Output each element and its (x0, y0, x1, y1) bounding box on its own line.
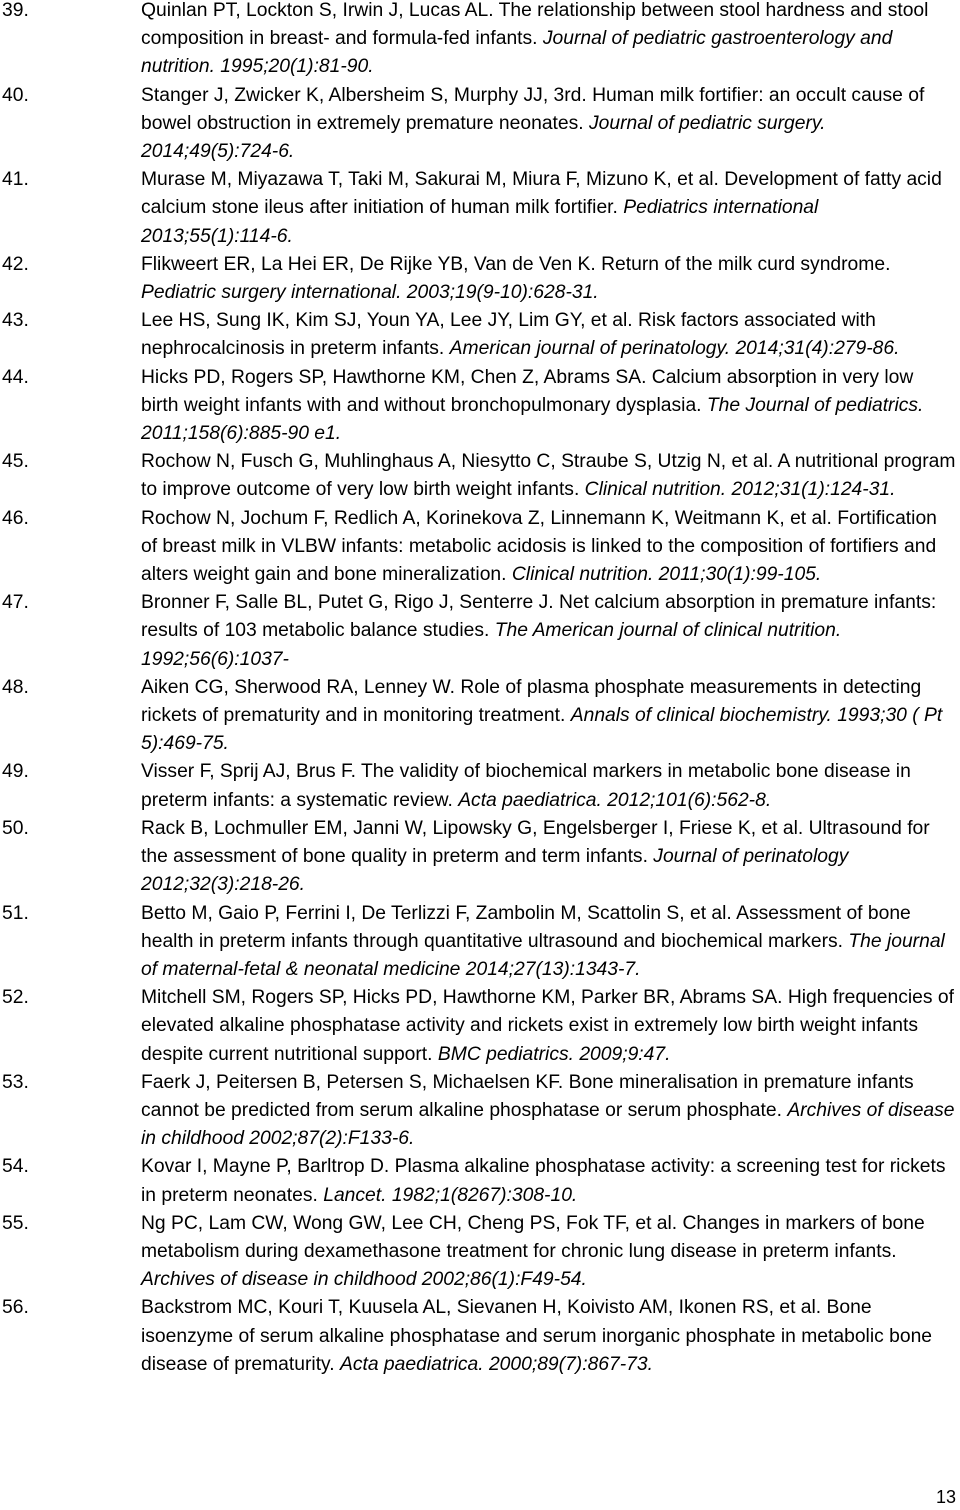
reference-item (0, 448, 960, 504)
reference-number: 45. (2, 451, 29, 473)
reference-item (0, 1153, 960, 1209)
reference-citation: Rochow N, Jochum F, Redlich A, Korinekova Z, Linnemann K, Weitmann K, et al. Fortification of breast milk in VLBW infants: metabolic acidosis is linked to the composition of fortifiers and alters weight gain and bone mineralization. (141, 507, 937, 586)
reference-item (0, 1210, 960, 1295)
reference-text (141, 1294, 960, 1379)
reference-number: 40. (2, 84, 29, 106)
reference-source: The Journal of pediatrics. 2011;158(6):885-90 e1. (141, 394, 924, 445)
reference-citation: Faerk J, Peitersen B, Petersen S, Michaelsen KF. Bone mineralisation in premature infants cannot be predicted from serum alkaline phosphatase or serum phosphate. (141, 1071, 914, 1121)
reference-number: 54. (2, 1156, 29, 1178)
reference-citation: Aiken CG, Sherwood RA, Lenney W. Role of plasma phosphate measurements in detecting rickets of prematurity and in monitoring treatment. (141, 676, 922, 727)
reference-item (0, 505, 960, 590)
reference-citation: Rack B, Lochmuller EM, Janni W, Lipowsky G, Engelsberger I, Friese K, et al. Ultrasound for the assessment of bone quality in preterm and term infants. (141, 817, 930, 868)
reference-text (141, 251, 960, 307)
reference-number: 43. (2, 310, 29, 332)
reference-item (0, 758, 960, 814)
reference-source: Journal of perinatology 2012;32(3):218-26. (141, 846, 849, 896)
reference-number: 51. (2, 902, 29, 924)
reference-citation: Betto M, Gaio P, Ferrini I, De Terlizzi F, Zambolin M, Scattolin S, et al. Assessment of bone health in preterm infants through quantitative ultrasound and biochemical markers. (141, 902, 911, 952)
reference-number: 53. (2, 1071, 29, 1093)
reference-citation: Backstrom MC, Kouri T, Kuusela AL, Sievanen H, Koivisto AM, Ikonen RS, et al. Bone isoenzyme of serum alkaline phosphatase and serum inorganic phosphate in metabolic bone disease of prematurity. (141, 1297, 933, 1375)
reference-number: 41. (2, 169, 29, 191)
reference-text (141, 1210, 960, 1295)
reference-text (141, 505, 960, 590)
reference-citation: Rochow N, Fusch G, Muhlinghaus A, Niesytto C, Straube S, Utzig N, et al. A nutritional program to improve outcome of very low birth weight infants. (141, 451, 956, 501)
reference-citation: Bronner F, Salle BL, Putet G, Rigo J, Senterre J. Net calcium absorption in premature infants: results of 103 metabolic balance studies. (141, 592, 937, 642)
reference-source: Journal of pediatric surgery. 2014;49(5):724-6. (141, 112, 826, 163)
reference-citation: Murase M, Miyazawa T, Taki M, Sakurai M, Miura F, Mizuno K, et al. Development of fatty acid calcium stone ileus after initiation of human milk fortifier. (141, 169, 942, 219)
reference-source: BMC pediatrics. 2009;9:47. (437, 1043, 671, 1065)
reference-source: The American journal of clinical nutrition. 1992;56(6):1037- (141, 620, 842, 670)
reference-citation: Ng PC, Lam CW, Wong GW, Lee CH, Cheng PS, Fok TF, et al. Changes in markers of bone metabolism during dexamethasone treatment for chronic lung disease in preterm infants. (141, 1212, 925, 1262)
reference-item (0, 82, 960, 167)
reference-text (141, 0, 960, 82)
reference-source: Journal of pediatric gastroenterology and nutrition. 1995;20(1):81-90. (141, 28, 893, 78)
reference-source: Archives of disease in childhood 2002;87(2):F133-6. (141, 1099, 955, 1150)
reference-item (0, 674, 960, 759)
reference-text (141, 1069, 960, 1154)
reference-citation: Kovar I, Mayne P, Barltrop D. Plasma alkaline phosphatase activity: a screening test for rickets in preterm neonates. (141, 1156, 946, 1206)
reference-text (141, 900, 960, 985)
reference-item (0, 251, 960, 307)
reference-source: Annals of clinical biochemistry. 1993;30 ( Pt 5):469-75. (141, 705, 943, 755)
reference-text (141, 758, 960, 814)
reference-source: Pediatrics international 2013;55(1):114-6. (141, 197, 819, 247)
reference-citation: Visser F, Sprij AJ, Brus F. The validity of biochemical markers in metabolic bone disease in preterm infants: a systematic review. (141, 761, 911, 811)
reference-text (141, 448, 960, 504)
reference-text (141, 1153, 960, 1209)
page-number: 13 (935, 1487, 956, 1507)
reference-number: 52. (2, 987, 29, 1009)
reference-number: 48. (2, 676, 29, 698)
reference-item (0, 364, 960, 449)
reference-item (0, 1294, 960, 1379)
reference-number: 49. (2, 761, 29, 783)
reference-item (0, 1069, 960, 1154)
reference-source: Lancet. 1982;1(8267):308-10. (323, 1184, 578, 1206)
reference-number: 44. (2, 366, 29, 388)
reference-citation: Hicks PD, Rogers SP, Hawthorne KM, Chen Z, Abrams SA. Calcium absorption in very low birth weight infants with and without bronchopulmonary dysplasia. (141, 366, 914, 416)
reference-item (0, 900, 960, 985)
reference-source: Archives of disease in childhood 2002;86(1):F49-54. (141, 1269, 587, 1291)
reference-source: Pediatric surgery international. 2003;19(9-10):628-31. (141, 282, 599, 304)
reference-text (141, 815, 960, 900)
reference-text (141, 82, 960, 167)
reference-text (141, 307, 960, 363)
reference-source: Clinical nutrition. 2012;31(1):124-31. (584, 479, 896, 501)
reference-item (0, 589, 960, 674)
reference-number: 55. (2, 1212, 29, 1234)
reference-number: 56. (2, 1297, 29, 1319)
reference-number: 39. (2, 0, 29, 21)
reference-item (0, 166, 960, 251)
reference-item (0, 815, 960, 900)
reference-citation: Lee HS, Sung IK, Kim SJ, Youn YA, Lee JY, Lim GY, et al. Risk factors associated with nephrocalcinosis in preterm infants. (141, 310, 876, 360)
reference-item (0, 0, 960, 82)
reference-text (141, 984, 960, 1069)
reference-citation: Quinlan PT, Lockton S, Irwin J, Lucas AL. The relationship between stool hardness and stool composition in breast- and formula-fed infants. (141, 0, 929, 50)
reference-number: 46. (2, 507, 29, 529)
reference-source: The journal of maternal-fetal & neonatal medicine 2014;27(13):1343-7. (141, 930, 945, 980)
reference-source: Acta paediatrica. 2012;101(6):562-8. (458, 789, 772, 811)
reference-text (141, 674, 960, 759)
reference-source: American journal of perinatology. 2014;31(4):279-86. (449, 338, 900, 360)
reference-source: Clinical nutrition. 2011;30(1):99-105. (511, 564, 822, 586)
reference-text (141, 589, 960, 674)
reference-citation: Mitchell SM, Rogers SP, Hicks PD, Hawthorne KM, Parker BR, Abrams SA. High frequencies of elevated alkaline phosphatase activity and rickets exist in extremely low birth weight infants despite current nutritional support. (141, 987, 954, 1065)
reference-citation: Stanger J, Zwicker K, Albersheim S, Murphy JJ, 3rd. Human milk fortifier: an occult cause of bowel obstruction in extremely premature neonates. (141, 84, 925, 134)
reference-text (141, 364, 960, 449)
reference-number: 47. (2, 592, 29, 614)
reference-source: Acta paediatrica. 2000;89(7):867-73. (339, 1353, 653, 1375)
reference-number: 50. (2, 817, 29, 839)
reference-citation: Flikweert ER, La Hei ER, De Rijke YB, Van de Ven K. Return of the milk curd syndrome. (141, 253, 891, 275)
reference-item (0, 984, 960, 1069)
reference-item (0, 307, 960, 363)
reference-number: 42. (2, 253, 29, 275)
reference-text (141, 166, 960, 251)
